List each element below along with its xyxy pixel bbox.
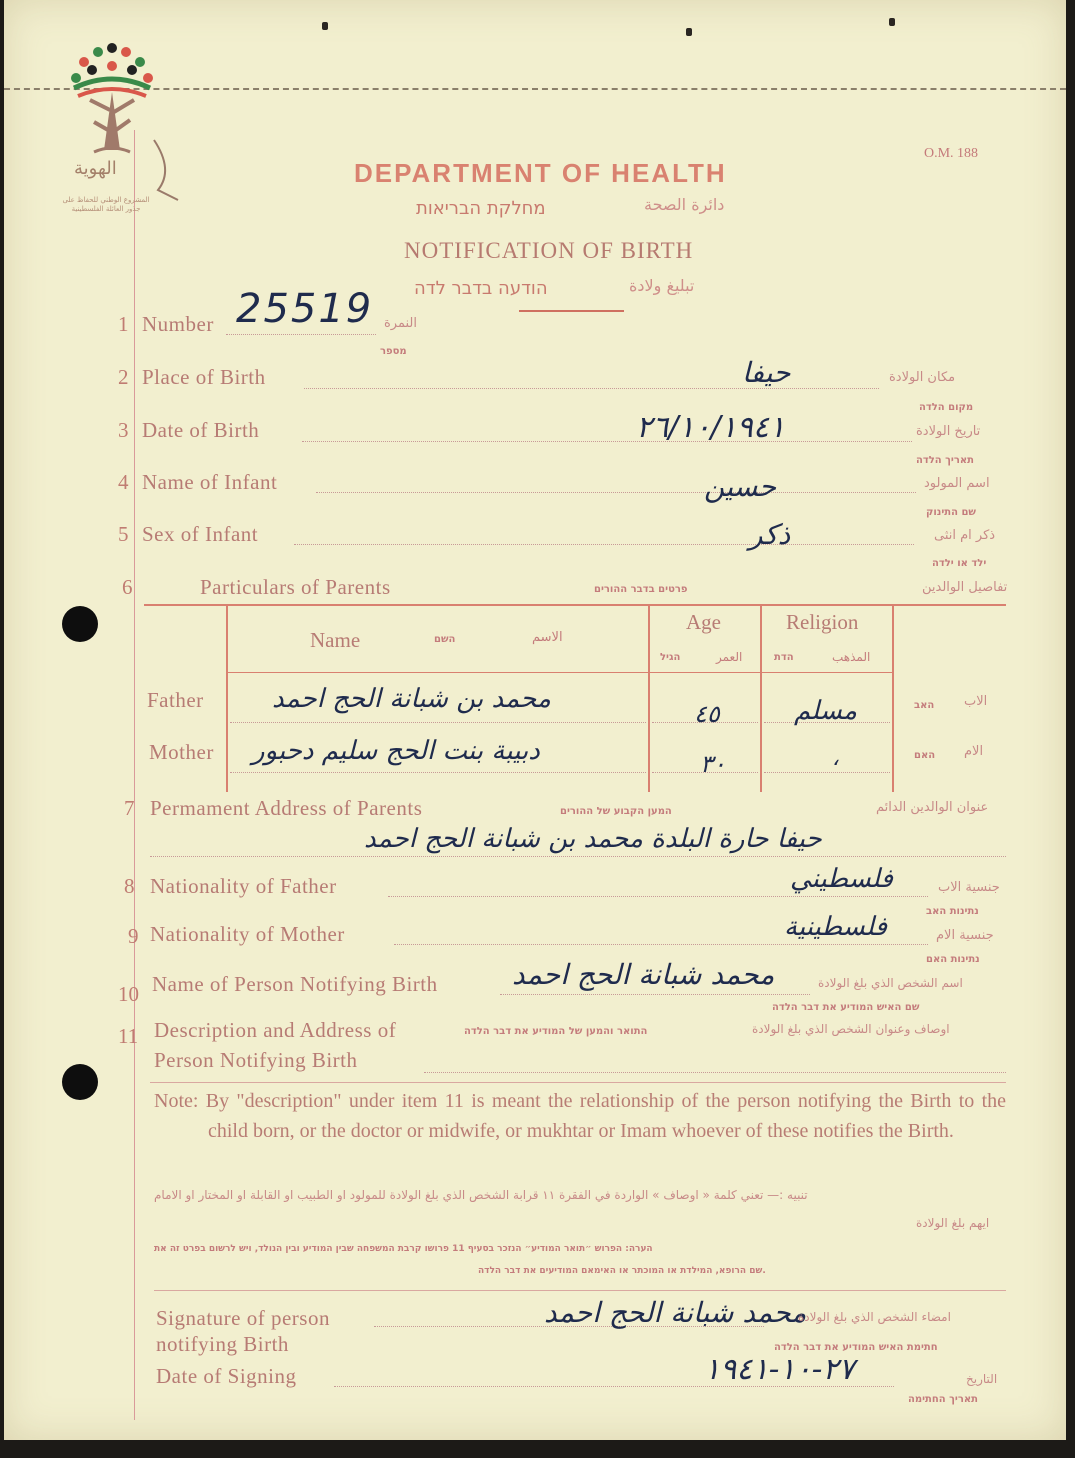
notifier-name-hebrew: שם האיש המודיע את דבר הלדה: [772, 1002, 920, 1013]
infant-sex-arabic: ذكر ام انثى: [934, 528, 996, 543]
form-title: NOTIFICATION OF BIRTH: [404, 238, 694, 263]
table-header-name-hebrew: השם: [434, 634, 456, 645]
infant-name-value: حسين: [704, 470, 777, 503]
infant-name-hebrew: שם התינוק: [926, 507, 976, 518]
date-of-birth-arabic: تاريخ الولادة: [916, 424, 981, 439]
table-header-age: Age: [686, 610, 721, 634]
note-hebrew-line-1: הערה: הפרוש ״תואר המודיע״ הנזכר בסעיף 11 פרושו קרבת המשפחה שבין המודיע ובין הנולד, ויש לרשום בפרט זה את: [154, 1244, 653, 1254]
date-of-birth-hebrew: תאריך הלדה: [916, 455, 975, 466]
father-age-value: ٤٥: [694, 700, 720, 728]
mother-religion-line: [764, 772, 890, 773]
ink-spot: [686, 28, 692, 36]
mother-nationality-value: فلسطينية: [784, 912, 888, 942]
note-text: [154, 1086, 1006, 1146]
notifier-name-label: Name of Person Notifying Birth: [152, 972, 438, 996]
birth-notification-form: [4, 0, 1066, 1440]
table-header-divider: [226, 672, 894, 673]
section-divider: [150, 1082, 1006, 1083]
form-title-hebrew: הודעה בדבר לדה: [414, 278, 548, 299]
date-of-signing-arabic: التاريخ: [966, 1372, 998, 1386]
field-number: 8: [124, 874, 135, 898]
notifier-description-label-2: Person Notifying Birth: [154, 1048, 358, 1072]
address-label-hebrew: המען הקבוע של ההורים: [560, 806, 672, 817]
table-header-religion: Religion: [786, 610, 859, 634]
mother-label-arabic: الام: [964, 744, 984, 759]
number-label-hebrew: מספר: [380, 346, 407, 357]
number-line: [226, 334, 376, 335]
place-of-birth-label: Place of Birth: [142, 365, 266, 389]
infant-name-label: Name of Infant: [142, 470, 278, 494]
date-of-birth-line: [302, 441, 912, 442]
address-value: حيفا حارة البلدة محمد بن شبانة الحج احمد: [364, 824, 822, 854]
father-row-label: Father: [147, 688, 204, 712]
margin-line: [134, 130, 135, 1420]
signature-label: Signature of person: [156, 1306, 330, 1330]
note-english: Note: By "description" under item 11 is meant the relationship of the person notifying the Birth to the child born, or the doctor or midwife, or mukhtar or Imam whoever of these notifies the Birth.: [154, 1090, 1006, 1142]
father-religion-value: مسلم: [794, 696, 858, 726]
logo-title: الهوية: [74, 158, 117, 179]
mother-row-label: Mother: [149, 740, 214, 764]
father-nationality-arabic: جنسية الاب: [938, 880, 1000, 895]
signature-value: محمد شبانة الحج احمد: [544, 1296, 807, 1329]
place-of-birth-arabic: مكان الولادة: [889, 370, 956, 385]
infant-sex-line: [294, 544, 914, 545]
address-line: [150, 856, 1006, 857]
department-title-arabic: دائرة الصحة: [644, 195, 725, 214]
date-of-birth-value: ٢٦/١٠/١٩٤١: [636, 410, 786, 445]
field-number: 3: [118, 418, 129, 442]
notifier-description-label: Description and Address of: [154, 1018, 397, 1042]
field-number: 1: [118, 312, 129, 336]
notifier-name-value: محمد شبانة الحج احمد: [512, 958, 775, 991]
address-label-arabic: عنوان الوالدين الدائم: [876, 800, 989, 815]
ink-spot: [322, 22, 328, 30]
mother-age-value: ٣٠: [700, 750, 726, 778]
field-number: 2: [118, 365, 129, 389]
notifier-name-line: [500, 994, 810, 995]
date-of-birth-label: Date of Birth: [142, 418, 260, 442]
field-number: 7: [124, 796, 135, 820]
father-nationality-hebrew: נתינות האב: [926, 906, 979, 917]
date-of-signing-value: ٢٧-١٠-١٩٤١: [704, 1352, 855, 1387]
number-value: 25519: [236, 286, 374, 332]
parents-particulars-label: Particulars of Parents: [200, 575, 391, 599]
mother-name-value: دبيبة بنت الحج سليم دحبور: [252, 736, 540, 766]
notifier-description-hebrew: התואר והמען של המודיע את דבר הלדה: [464, 1026, 648, 1037]
table-column-divider: [760, 606, 762, 792]
mother-label-hebrew: האם: [914, 750, 936, 761]
infant-sex-label: Sex of Infant: [142, 522, 259, 546]
mother-nationality-arabic: جنسية الام: [936, 928, 994, 943]
infant-sex-hebrew: ילד או ילדה: [932, 558, 987, 569]
signature-label-2: notifying Birth: [156, 1332, 289, 1356]
ink-spot: [889, 18, 895, 26]
punch-hole: [62, 606, 98, 642]
form-number: O.M. 188: [924, 146, 979, 161]
field-number: 10: [118, 982, 139, 1006]
mother-religion-value: ،: [832, 746, 840, 771]
mother-nationality-label: Nationality of Mother: [150, 922, 345, 946]
date-of-signing-label: Date of Signing: [156, 1364, 297, 1388]
table-column-divider: [892, 606, 894, 792]
father-name-line: [230, 722, 646, 723]
note-arabic-line-1: تنبيه :— تعني كلمة « اوصاف » الواردة في الفقرة ١١ قرابة الشخص الذي بلغ الولادة للمولود او الطبيب او القابلة او المختار او الامام: [154, 1188, 808, 1202]
date-of-signing-hebrew: תאריך החתימה: [908, 1394, 978, 1405]
infant-name-arabic: اسم المولود: [924, 476, 990, 491]
mother-nationality-hebrew: נתינות האם: [926, 954, 980, 965]
note-arabic-line-2: ايهم بلغ الولادة: [916, 1216, 990, 1230]
address-label: Permament Address of Parents: [150, 796, 423, 820]
father-nationality-line: [388, 896, 928, 897]
number-label: Number: [142, 312, 214, 336]
number-label-arabic: النمرة: [384, 316, 417, 331]
field-number: 6: [122, 575, 133, 599]
field-number: 5: [118, 522, 129, 546]
field-number: 4: [118, 470, 129, 494]
table-header-age-hebrew: הגיל: [660, 652, 681, 663]
logo-subtitle: المشروع الوطني للحفاظ على جذور العائلة الفلسطينية: [62, 196, 150, 213]
parents-table-top-border: [144, 604, 1006, 606]
notifier-name-arabic: اسم الشخص الذي بلغ الولادة: [818, 976, 963, 990]
department-title-hebrew: מחלקת הבריאות: [416, 198, 546, 219]
infant-sex-value: ذكر: [749, 518, 791, 551]
title-underline: [519, 310, 624, 312]
punch-hole: [62, 1064, 98, 1100]
place-of-birth-line: [304, 388, 879, 389]
father-label-hebrew: האב: [914, 700, 935, 711]
field-number: 11: [118, 1024, 139, 1048]
signature-label-arabic: امضاء الشخص الذي بلغ الولادة: [798, 1310, 951, 1324]
table-header-name-arabic: الاسم: [532, 630, 563, 645]
form-title-arabic: تبليغ ولادة: [629, 276, 695, 295]
table-header-religion-hebrew: הדת: [774, 652, 794, 663]
department-title: DEPARTMENT OF HEALTH: [354, 158, 727, 188]
place-of-birth-value: حيفا: [742, 356, 791, 389]
father-nationality-value: فلسطيني: [790, 864, 893, 894]
table-header-name: Name: [310, 628, 361, 652]
parents-particulars-arabic: تفاصيل الوالدين: [922, 580, 1008, 595]
table-header-age-arabic: العمر: [716, 650, 743, 664]
notifier-description-arabic: اوصاف وعنوان الشخص الذي بلغ الولادة: [752, 1022, 950, 1036]
tree-logo-icon: [54, 40, 184, 220]
section-divider: [154, 1290, 1006, 1291]
table-header-religion-arabic: المذهب: [832, 650, 871, 664]
notifier-description-line: [424, 1072, 1006, 1073]
infant-name-line: [316, 492, 916, 493]
table-column-divider: [226, 606, 228, 792]
father-nationality-label: Nationality of Father: [150, 874, 337, 898]
field-number: 9: [128, 924, 139, 948]
place-of-birth-hebrew: מקום הלדה: [919, 402, 974, 413]
note-hebrew-line-2: שם הרופא, המילדת או המוכתר או האימאם המודיעים את דבר הלדה.: [478, 1266, 766, 1276]
father-label-arabic: الاب: [964, 694, 988, 709]
father-name-value: محمد بن شبانة الحج احمد: [272, 684, 551, 714]
parents-particulars-hebrew: פרטים בדבר ההורים: [594, 584, 688, 595]
signature-label-hebrew: חתימת האיש המודיע את דבר הלדה: [774, 1342, 938, 1353]
table-column-divider: [648, 606, 650, 792]
mother-nationality-line: [394, 944, 928, 945]
mother-name-line: [230, 772, 646, 773]
